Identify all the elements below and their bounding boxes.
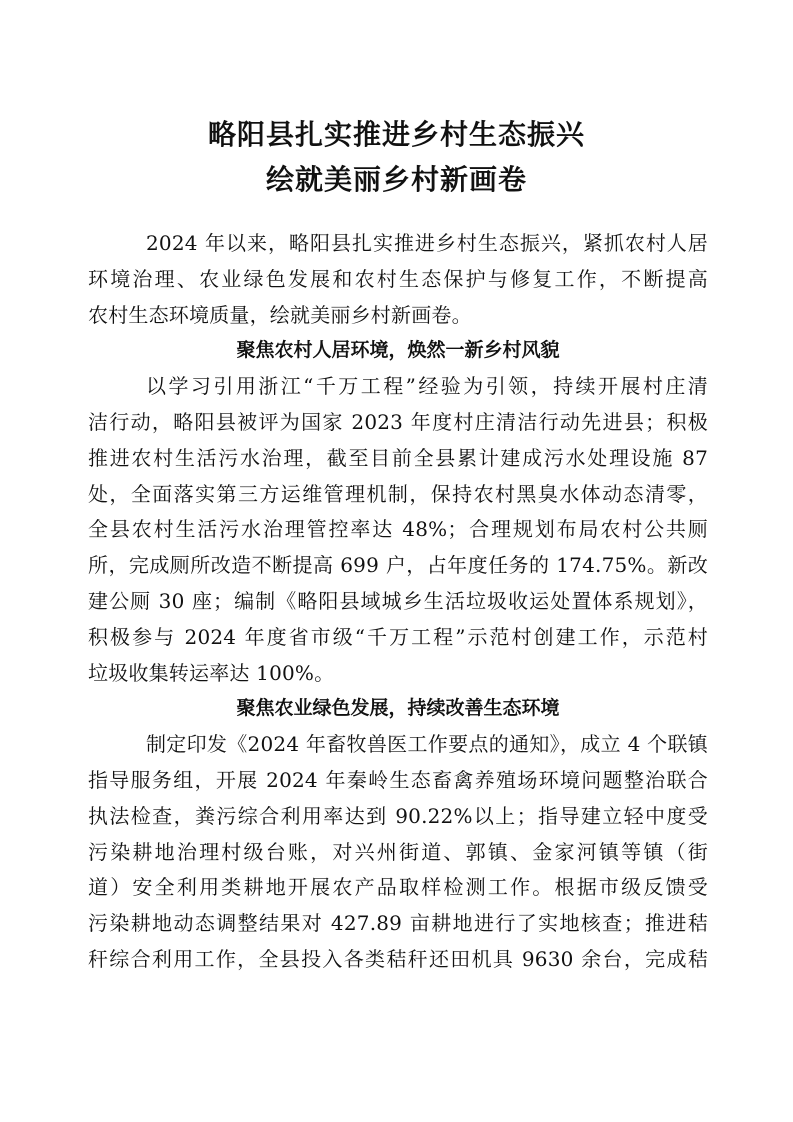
section2-line-5: 道）安全利用类耕地开展农产品取样检测工作。根据市级反馈受 [88, 875, 708, 900]
section2-line-4: 污染耕地治理村级台账，对兴州街道、郭镇、金家河镇等镇（街 [88, 839, 708, 864]
section1-line-2: 洁行动，略阳县被评为国家 2023 年度村庄清洁行动先进县；积极 [88, 409, 708, 434]
document-body [88, 226, 708, 978]
intro-line-2: 环境治理、农业绿色发展和农村生态保护与修复工作，不断提高 [88, 266, 708, 291]
section1-line-9: 垃圾收集转运率达 100%。 [88, 660, 335, 685]
intro-line-3: 农村生态环境质量，绘就美丽乡村新画卷。 [88, 302, 472, 327]
section1-line-3: 推进农村生活污水治理，截至目前全县累计建成污水处理设施 87 [88, 445, 708, 470]
section1-line-1: 以学习引用浙江“千万工程”经验为引领，持续开展村庄清 [146, 374, 708, 399]
document-title-line1: 略阳县扎实推进乡村生态振兴 [207, 118, 585, 151]
section1-heading: 聚焦农村人居环境，焕然一新乡村风貌 [236, 339, 560, 362]
intro-line-1: 2024 年以来，略阳县扎实推进乡村生态振兴，紧抓农村人居 [146, 231, 708, 255]
section2-line-1: 制定印发《2024 年畜牧兽医工作要点的通知》，成立 4 个联镇 [146, 732, 708, 757]
section2-heading: 聚焦农业绿色发展，持续改善生态环境 [236, 697, 560, 720]
section2-line-7: 秆综合利用工作，全县投入各类秸秆还田机具 9630 余台，完成秸 [88, 946, 708, 971]
section2-line-3: 执法检查，粪污综合利用率达到 90.22%以上；指导建立轻中度受 [88, 803, 708, 828]
section1-line-5: 全县农村生活污水治理管控率达 48%；合理规划布局农村公共厕 [88, 517, 708, 542]
document-title-line2: 绘就美丽乡村新画卷 [265, 163, 527, 196]
section1-line-8: 积极参与 2024 年度省市级“千万工程”示范村创建工作，示范村 [88, 624, 708, 649]
section1-line-4: 处，全面落实第三方运维管理机制，保持农村黑臭水体动态清零， [88, 481, 708, 506]
section2-line-2: 指导服务组，开展 2024 年秦岭生态畜禽养殖场环境问题整治联合 [88, 767, 708, 792]
section2-line-6: 污染耕地动态调整结果对 427.89 亩耕地进行了实地核查；推进秸 [88, 911, 708, 936]
section1-line-6: 所，完成厕所改造不断提高 699 户，占年度任务的 174.75%。新改 [88, 553, 708, 578]
section1-line-7: 建公厕 30 座；编制《略阳县域城乡生活垃圾收运处置体系规划》， [88, 588, 708, 613]
